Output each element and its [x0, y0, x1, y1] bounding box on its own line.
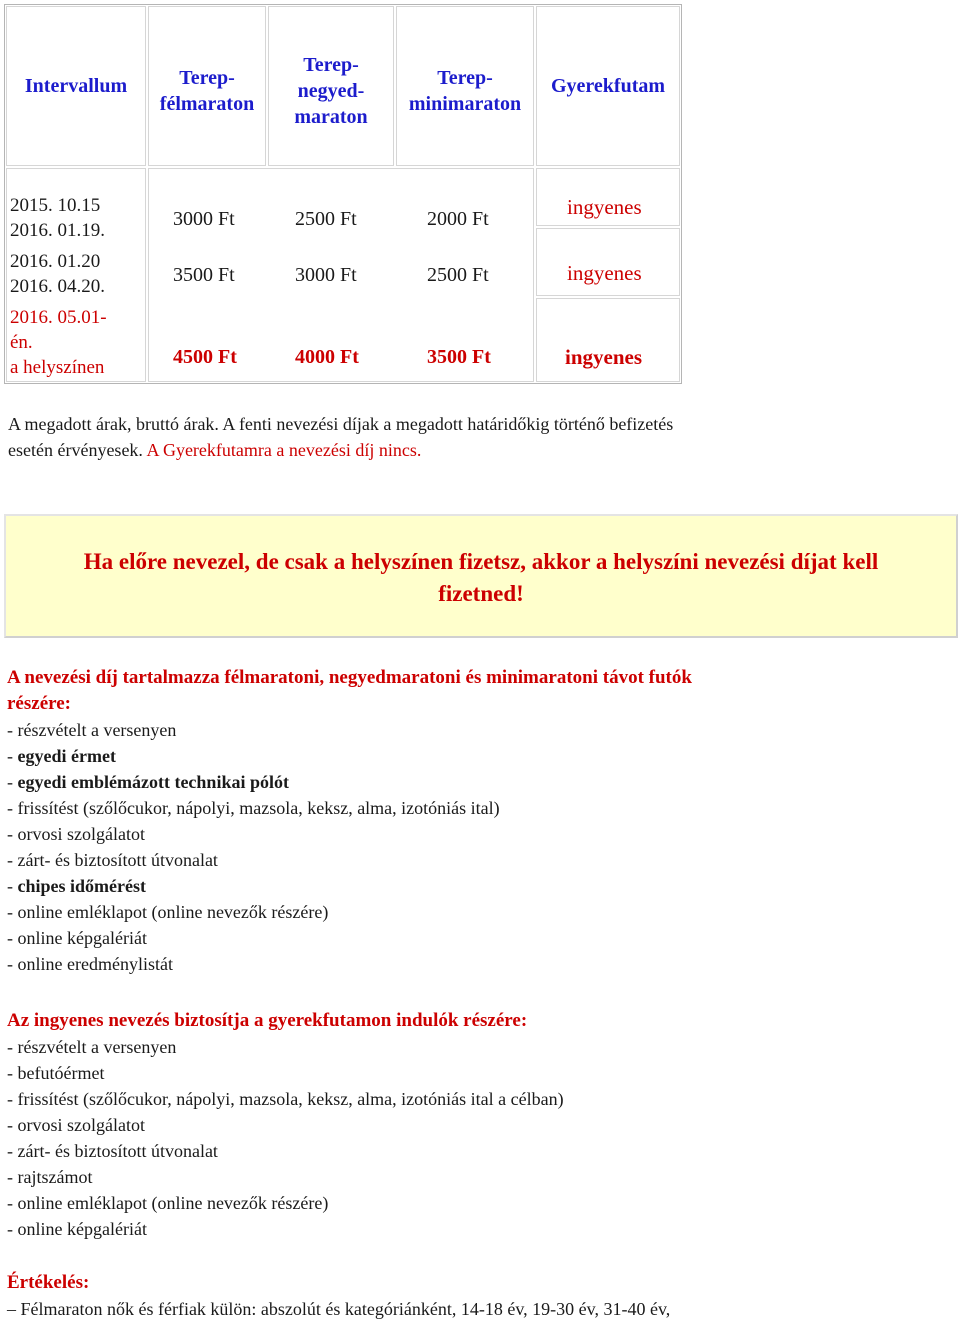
header-mini-marathon: [396, 6, 534, 166]
price-note: [8, 411, 673, 463]
header-quarter-marathon: [268, 6, 394, 166]
header-half-line2: félmaraton: [159, 93, 255, 115]
kids-fee-includes: [7, 1008, 957, 1242]
onsite-payment-notice: [4, 514, 958, 638]
interval-row2-start: 2016. 01.20: [10, 251, 101, 272]
adult-item: - egyedi érmet: [7, 746, 116, 766]
kids-price-row1: ingyenes: [567, 195, 642, 219]
interval-row1-start: 2015. 10.15: [10, 195, 101, 216]
kids-heading: Az ingyenes nevezés biztosítja a gyerekfutamon indulók részére:: [7, 1010, 528, 1031]
evaluation-section: [7, 1270, 957, 1322]
adult-item: - zárt- és biztosított útvonalat: [7, 850, 218, 870]
adult-heading-line1: A nevezési díj tartalmazza félmaratoni, negyedmaratoni és minimaratoni távot futók: [7, 667, 692, 688]
price-quarter-row2: 3000 Ft: [295, 264, 357, 286]
price-table: [4, 4, 682, 384]
kids-item: - frissítést (szőlőcukor, nápolyi, mazsola, keksz, alma, izotóniás ital a célban): [7, 1089, 564, 1109]
price-half-row3: 4500 Ft: [173, 346, 237, 368]
interval-row1-end: 2016. 01.19.: [10, 220, 105, 241]
kids-item: - befutóérmet: [7, 1063, 105, 1083]
price-note-kids: A Gyerekfutamra a nevezési díj nincs.: [146, 440, 422, 460]
interval-row3: [10, 305, 107, 380]
kids-cell-row2: [536, 228, 680, 296]
adult-item: - online emléklapot (online nevezők részére): [7, 902, 329, 922]
kids-item: - online emléklapot (online nevezők részére): [7, 1193, 329, 1213]
kids-cell-row3: [536, 298, 680, 382]
adult-item-bold: egyedi érmet: [17, 746, 116, 766]
header-interval: [6, 6, 146, 166]
interval-column: [6, 168, 146, 382]
evaluation-line: – Félmaraton nők és férfiak külön: abszolút és kategóriánként, 14-18 év, 19-30 év, 31-40 év,: [7, 1299, 671, 1319]
price-half-row1: 3000 Ft: [173, 208, 235, 230]
adult-item-bold: chipes időmérést: [17, 876, 146, 896]
kids-item: - zárt- és biztosított útvonalat: [7, 1141, 218, 1161]
header-mini-line2: minimaraton: [408, 93, 522, 115]
header-quarter-line3: maraton: [294, 106, 368, 128]
adult-heading-line2: részére:: [7, 693, 71, 714]
adult-item: - egyedi emblémázott technikai pólót: [7, 772, 289, 792]
price-quarter-row3: 4000 Ft: [295, 346, 359, 368]
header-kids-run: [536, 6, 680, 166]
kids-price-row3: ingyenes: [565, 345, 643, 369]
evaluation-heading: Értékelés:: [7, 1272, 90, 1293]
adult-item-bold: egyedi emblémázott technikai pólót: [17, 772, 289, 792]
price-note-line2a: esetén érvényesek.: [8, 440, 147, 460]
kids-item: - részvételt a versenyen: [7, 1037, 177, 1057]
adult-item: - frissítést (szőlőcukor, nápolyi, mazsola, keksz, alma, izotóniás ital): [7, 798, 500, 818]
adult-item: - részvételt a versenyen: [7, 720, 177, 740]
price-half-row2: 3500 Ft: [173, 264, 235, 286]
adult-item: - orvosi szolgálatot: [7, 824, 145, 844]
header-quarter-line1: Terep-: [303, 54, 359, 76]
adult-item: - online képgalériát: [7, 928, 147, 948]
kids-item: - online képgalériát: [7, 1219, 147, 1239]
header-kids-label: Gyerekfutam: [550, 75, 666, 97]
kids-cell-row1: [536, 168, 680, 226]
header-half-marathon: [148, 6, 266, 166]
price-mini-row1: 2000 Ft: [427, 208, 489, 230]
price-mini-row2: 2500 Ft: [427, 264, 489, 286]
price-quarter-row1: 2500 Ft: [295, 208, 357, 230]
adult-item: - chipes időmérést: [7, 876, 146, 896]
interval-row3-start: 2016. 05.01-: [10, 307, 107, 328]
price-mini-row3: 3500 Ft: [427, 346, 491, 368]
notice-line2: fizetned!: [438, 581, 524, 606]
kids-price-row2: ingyenes: [567, 261, 642, 285]
price-note-line1: A megadott árak, bruttó árak. A fenti nevezési díjak a megadott határidőkig történő befizetés: [8, 414, 674, 434]
header-half-line1: Terep-: [179, 67, 235, 89]
interval-row3-onsite: a helyszínen: [10, 357, 105, 378]
kids-item: - orvosi szolgálatot: [7, 1115, 145, 1135]
notice-line1: Ha előre nevezel, de csak a helyszínen fizetsz, akkor a helyszíni nevezési díjat kell: [83, 549, 879, 574]
interval-row2: [10, 249, 105, 299]
price-note-line2: [8, 437, 673, 463]
prices-column: [148, 168, 534, 382]
header-mini-line1: Terep-: [437, 67, 493, 89]
adult-item: - online eredménylistát: [7, 954, 173, 974]
kids-item: - rajtszámot: [7, 1167, 93, 1187]
interval-row3-mid: én.: [10, 332, 33, 353]
notice-text: [16, 546, 946, 610]
header-interval-label: Intervallum: [24, 75, 128, 97]
interval-row1: [10, 193, 105, 243]
header-quarter-line2: negyed-: [297, 80, 365, 102]
interval-row2-end: 2016. 04.20.: [10, 276, 105, 297]
adult-fee-includes: [7, 665, 957, 977]
